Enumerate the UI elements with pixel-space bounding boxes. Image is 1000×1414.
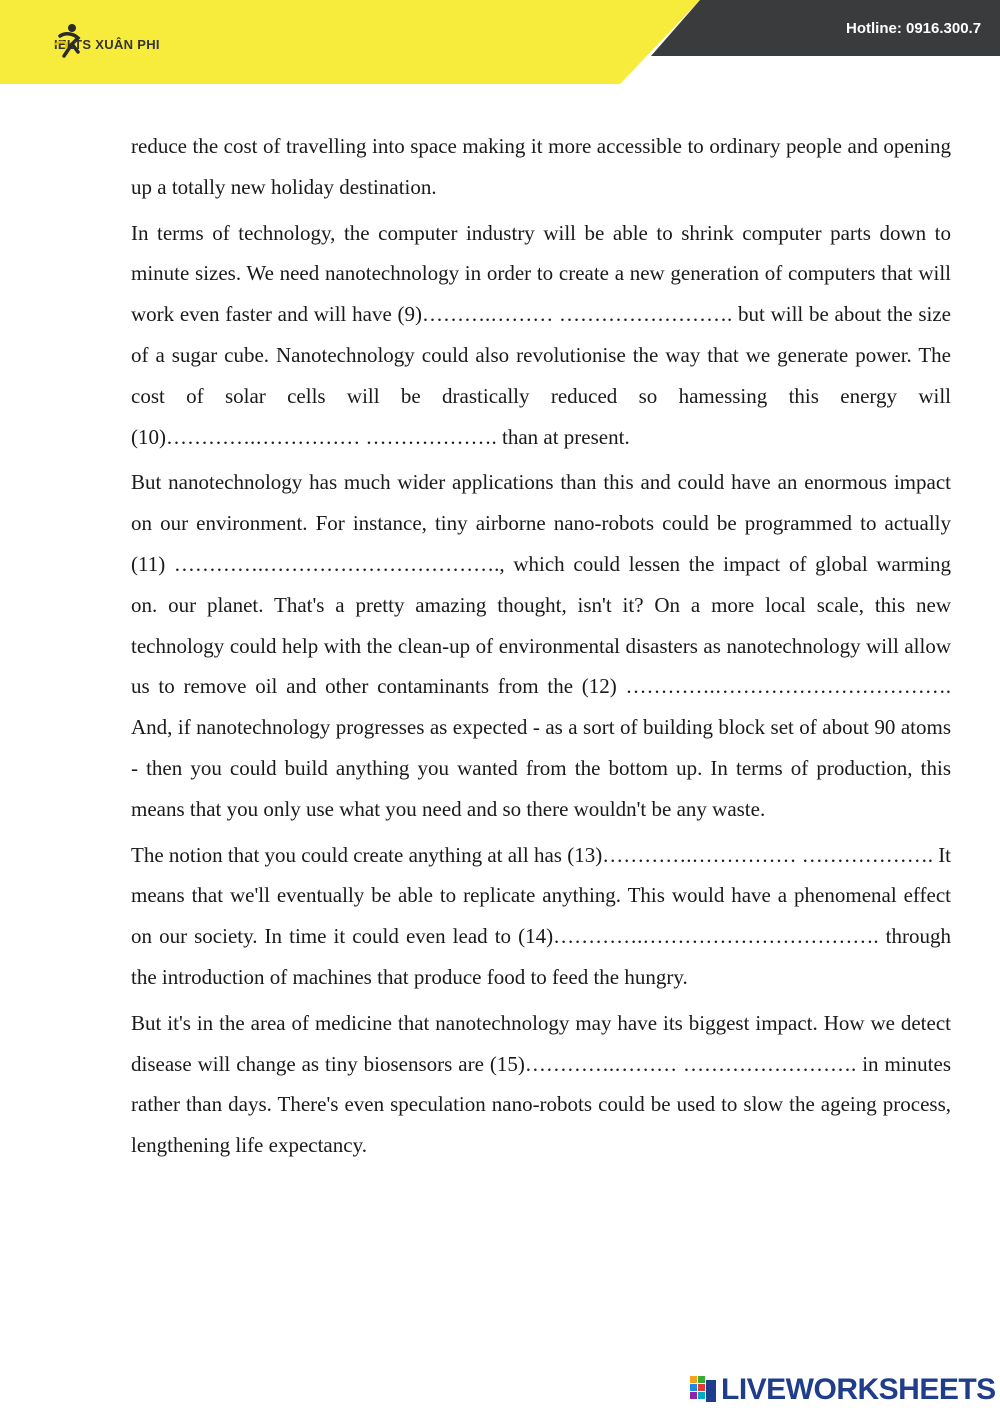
worksheet-body — [131, 126, 951, 1171]
liveworksheets-wordmark: LIVEWORKSHEETS — [721, 1373, 996, 1406]
liveworksheets-blocks-icon — [690, 1374, 718, 1406]
paragraph-space-travel: reduce the cost of travelling into space making it more accessible to ordinary people and opening up a totally new holiday destination. — [131, 134, 951, 199]
page-header — [0, 0, 1000, 84]
paragraph-technology: In terms of technology, the computer industry will be able to shrink computer parts down to minute sizes. We need nanotechnology in order to create a new generation of computers that will work even faster and will have (9)……….……… ……………………. but will be about the size of a sugar cube. Nanotechnology could also revolutionise the way that we generate power. The cost of solar cells will be drastically reduced so hamessing this energy will (10)………….…………… ………………. than at present. — [131, 220, 951, 449]
liveworksheets-logo[interactable] — [690, 1372, 996, 1408]
brand-logo[interactable] — [52, 22, 160, 62]
paragraph-medicine: But it's in the area of medicine that nanotechnology may have its biggest impact. How we detect disease will change as tiny biosensors are (15)………….……… ……………………. in minutes rather than days. There's even speculation nano-robots could be used to slow the ageing process, lengthening life expectancy. — [131, 1010, 951, 1158]
paragraph-replication: The notion that you could create anything at all has (13)………….…………… ………………. It means that we'll eventually be able to replicate anything. This would have a phenomenal effect on our society. In time it could even lead to (14)………….……………………………. through the introduction of machines that produce food to feed the hungry. — [131, 842, 952, 989]
paragraph-environment: But nanotechnology has much wider applications than this and could have an enormous impact on our environment. For instance, tiny airborne nano-robots could be programmed to actually (11) ………….……………………………., which could lessen the impact of global warming on. our planet. That's a pretty amazing thought, isn't it? On a more local scale, this new technology could help with the clean-up of environmental disasters as nanotechnology will allow us to remove oil and other contaminants from the (12) ………….……………………………. And, if nanotechnology progresses as expected - as a sort of building block set of about 90 atoms - then you could build anything you wanted from the bottom up. In terms of production, this means that you only use what you need and so there wouldn't be any waste. — [131, 470, 951, 821]
running-person-logo-icon — [52, 22, 88, 62]
brand-name: IELTS XUÂN PHI — [54, 36, 160, 52]
hotline-text: Hotline: 0916.300.7 — [846, 20, 982, 37]
